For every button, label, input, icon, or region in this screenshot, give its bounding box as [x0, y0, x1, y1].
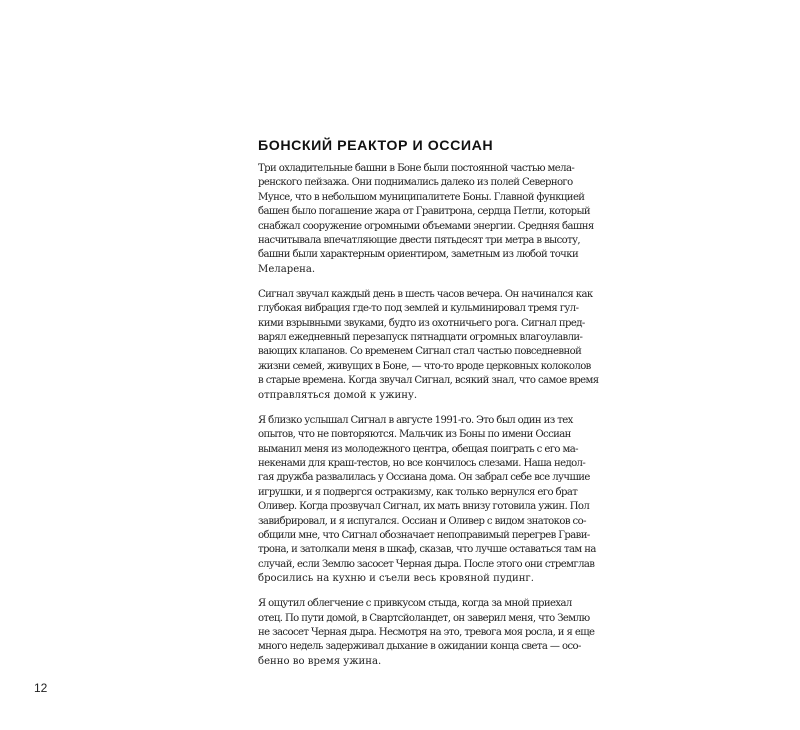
paragraph: [258, 597, 595, 669]
text-line: опытов, что не повторяются. Мальчик из Боны по имени Оссиан: [258, 429, 571, 441]
text-line: варял ежедневный перезапуск пятнадцати огромных влагоулавли-: [258, 332, 583, 344]
text-line: Оливер. Когда прозвучал Сигнал, их мать внизу готовила ужин. Пол: [258, 501, 590, 513]
text-line: насчитывала впечатляющие двести пятьдесят три метра в высоту,: [258, 235, 581, 247]
text-line: трона, и затолкали меня в шкаф, сказав, что лучше оставаться там на: [258, 544, 596, 556]
text-line: Я близко услышал Сигнал в августе 1991-го. Это был один из тех: [258, 414, 573, 426]
text-line: выманил меня из молодежного центра, обещая поиграть с его ма-: [258, 443, 578, 455]
text-line: не засосет Черная дыра. Несмотря на это, тревога моя росла, и я еще: [258, 626, 595, 638]
text-line: вающих клапанов. Со временем Сигнал стал частью повседневной: [258, 346, 582, 358]
article-body: [258, 162, 599, 669]
paragraph: [258, 162, 594, 277]
paragraph: [258, 414, 596, 587]
text-line: жизни семей, живущих в Боне, — что-то вроде церковных колоколов: [258, 360, 591, 372]
text-line: башни были характерным ориентиром, заметным из любой точки: [258, 249, 579, 261]
text-line: Сигнал звучал каждый день в шесть часов вечера. Он начинался как: [258, 288, 593, 300]
text-line: Три охладительные башни в Боне были постоянной частью мела-: [258, 163, 575, 174]
text-line: гая дружба развалилась у Оссиана дома. Он забрал себе все лучшие: [258, 472, 590, 484]
text-line: кими взрывными звуками, будто из охотничьего рога. Сигнал пред-: [258, 317, 585, 329]
section-heading: БОНСКИЙ РЕАКТОР И ОССИАН: [258, 138, 494, 154]
text-line: бросились на кухню и съели весь кровяной пудинг.: [258, 573, 534, 585]
text-line: некенами для краш-тестов, но все кончилось слезами. Наша недол-: [258, 457, 586, 469]
article: [258, 138, 599, 680]
text-line: Я ощутил облегчение с привкусом стыда, когда за мной приехал: [258, 598, 572, 610]
text-line: игрушки, и я подвергся остракизму, как только вернулся его брат: [258, 486, 578, 498]
text-line: ренского пейзажа. Они поднимались далеко из полей Северного: [258, 177, 573, 189]
paragraph: [258, 288, 599, 403]
text-line: глубокая вибрация где-то под землей и кульминировал тремя гул-: [258, 303, 579, 315]
text-line: отправляться домой к ужину.: [258, 389, 418, 401]
text-line: отец. По пути домой, в Свартсйоландет, он заверил меня, что Землю: [258, 612, 590, 624]
text-line: общили мне, что Сигнал обозначает непоправимый перегрев Грави-: [258, 529, 590, 541]
text-line: завибрировал, и я испугался. Оссиан и Оливер с видом знатоков со-: [258, 515, 586, 527]
text-line: Меларена.: [258, 263, 316, 275]
text-line: Мунсе, что в небольшом муниципалитете Боны. Главной функцией: [258, 191, 585, 203]
text-line: много недель задерживал дыхание в ожидании конца света — осо-: [258, 641, 581, 653]
text-line: случай, если Землю засосет Черная дыра. После этого они стремглав: [258, 558, 595, 570]
text-line: в старые времена. Когда звучал Сигнал, всякий знал, что самое время: [258, 375, 599, 387]
text-line: башен было погашение жара от Гравитрона, сердца Петли, который: [258, 206, 591, 218]
text-line: бенно во время ужина.: [258, 655, 382, 667]
text-line: снабжал сооружение огромными объемами энергии. Средняя башня: [258, 220, 594, 232]
page-number: 12: [34, 681, 48, 695]
